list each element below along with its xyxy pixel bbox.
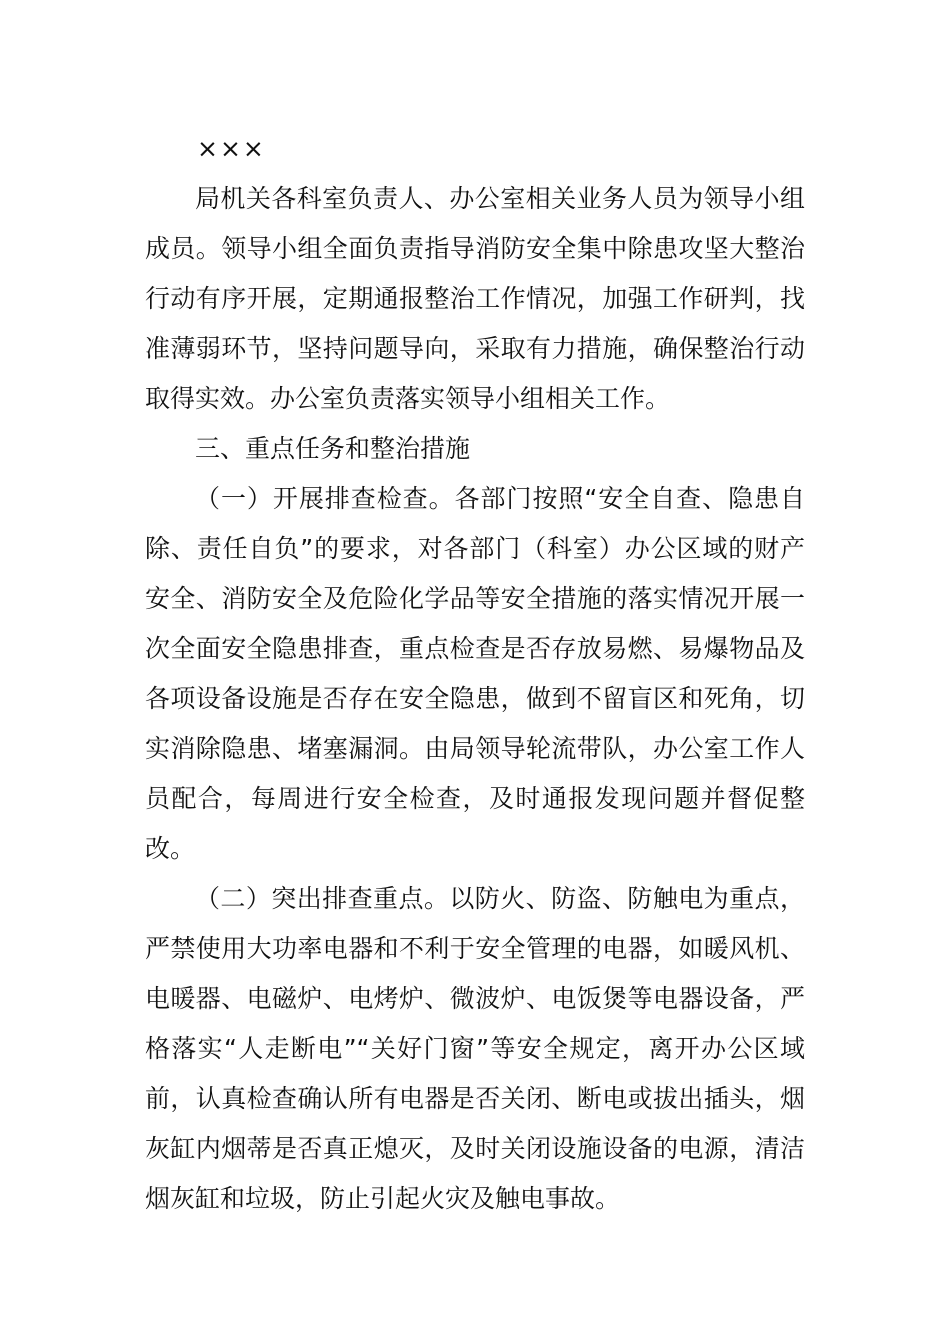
paragraph-inspection: （一）开展排查检查。各部门按照“安全自查、隐患自除、责任自负”的要求，对各部门（科室）办公区域的财产安全、消防安全及危险化学品等安全措施的落实情况开展一次全面安全隐患排查，重点检查是否存放易燃、易爆物品及各项设备设施是否存在安全隐患，做到不留盲区和死角，切实消除隐患、堵塞漏洞。由局领导轮流带队，办公室工作人员配合，每周进行安全检查，及时通报发现问题并督促整改。 xyxy=(145,484,805,863)
paragraph-key-focus: （二）突出排查重点。以防火、防盗、防触电为重点，严禁使用大功率电器和不利于安全管理的电器，如暖风机、电暖器、电磁炉、电烤炉、微波炉、电饭煲等电器设备，严格落实“人走断电”“关好门窗”等安全规定，离开办公区域前，认真检查确认所有电器是否关闭、断电或拔出插头，烟灰缸内烟蒂是否真正熄灭，及时关闭设施设备的电源，清洁烟灰缸和垃圾，防止引起火灾及触电事故。 xyxy=(145,884,805,1213)
paragraph-leadership-group: 局机关各科室负责人、办公室相关业务人员为领导小组成员。领导小组全面负责指导消防安全集中除患攻坚大整治行动有序开展，定期通报整治工作情况，加强工作研判，找准薄弱环节，坚持问题导向，采取有力措施，确保整治行动取得实效。办公室负责落实领导小组相关工作。 xyxy=(145,184,805,413)
document-body xyxy=(145,124,805,1224)
signature-placeholder: ××× xyxy=(197,134,266,163)
section-heading-key-tasks: 三、重点任务和整治措施 xyxy=(195,434,471,463)
